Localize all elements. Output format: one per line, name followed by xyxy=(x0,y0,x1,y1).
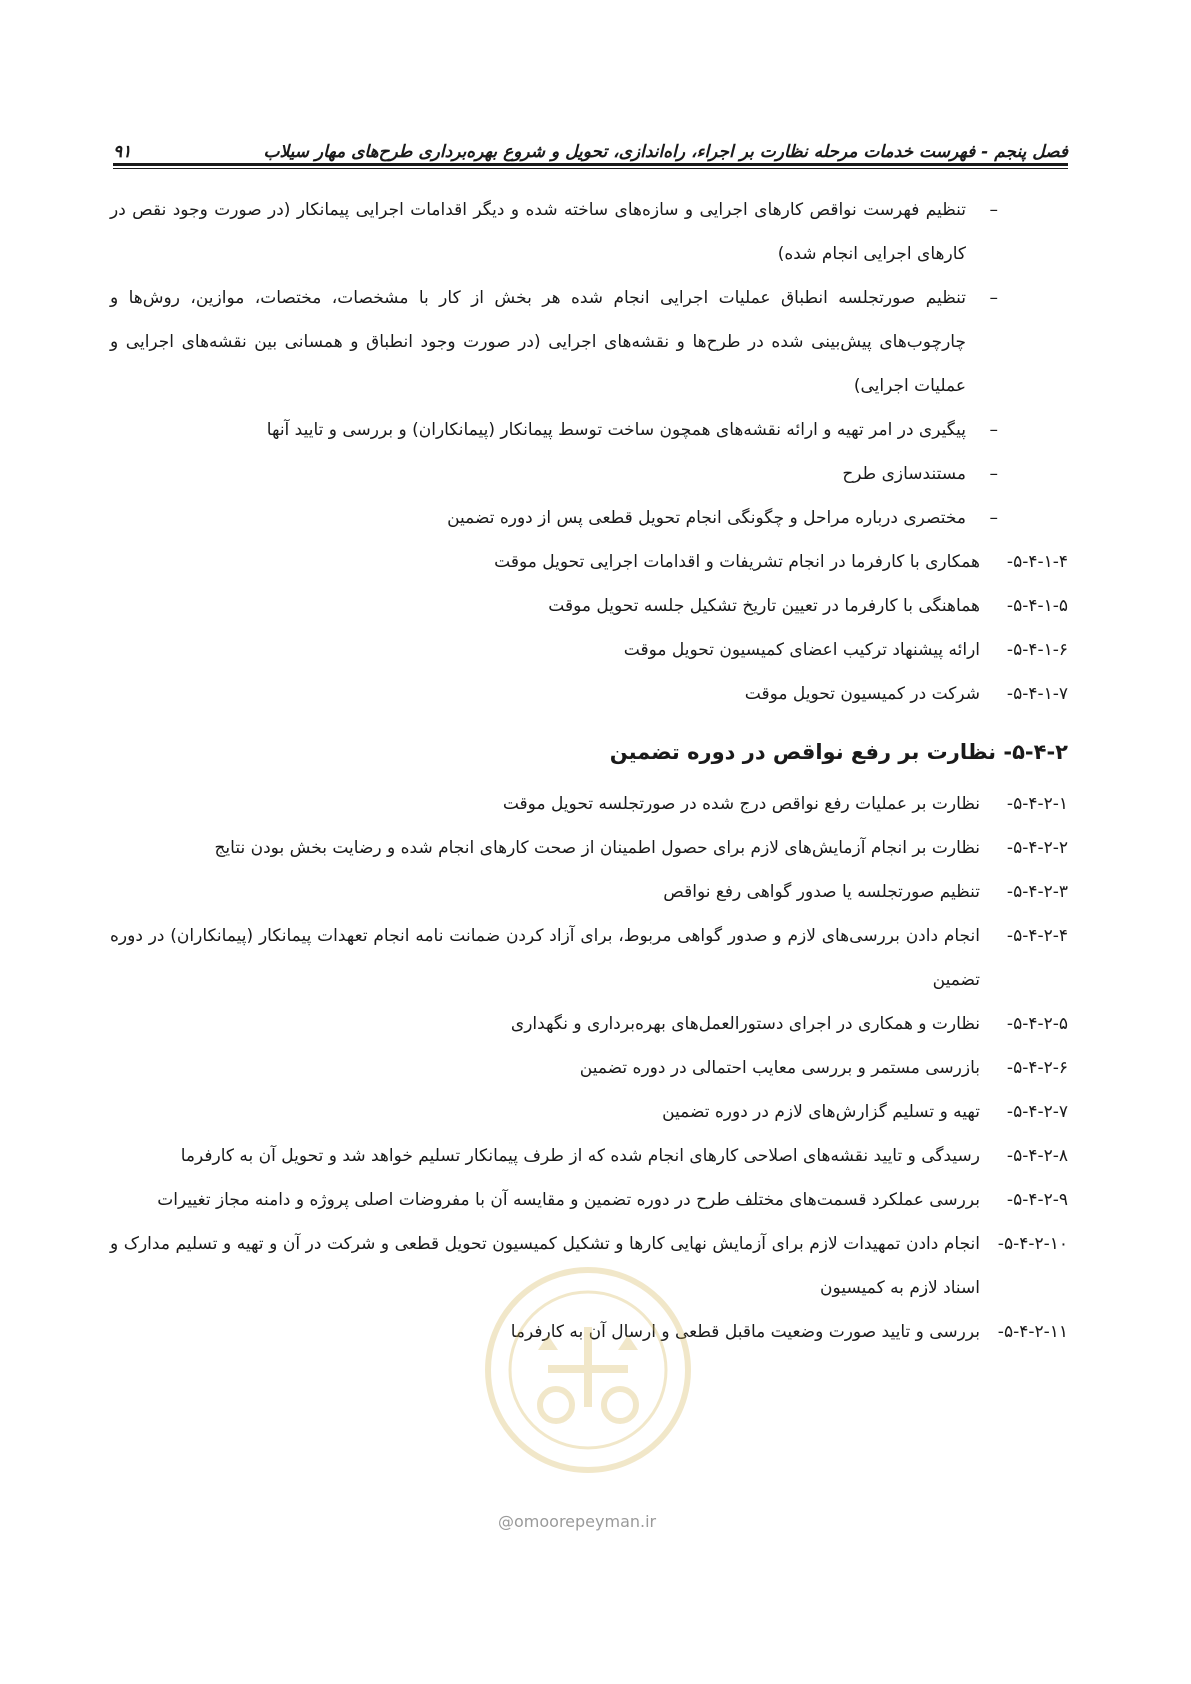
item-text: بازرسی مستمر و بررسی معایب احتمالی در دوره تضمین xyxy=(579,1058,980,1078)
section-heading xyxy=(110,730,1068,774)
item-number: ۵-۴-۱-۵- xyxy=(1006,596,1068,616)
bullet-item xyxy=(110,188,998,276)
numbered-item xyxy=(110,1178,1068,1222)
item-number: ۵-۴-۲-۸- xyxy=(1006,1146,1068,1166)
dash-marker: – xyxy=(989,200,998,220)
item-number: ۵-۴-۲-۴- xyxy=(1006,926,1068,946)
header-rule-thin xyxy=(113,168,1068,169)
item-number: ۵-۴-۲-۱- xyxy=(1006,794,1068,814)
dash-marker: – xyxy=(989,420,998,440)
item-number: ۵-۴-۱-۷- xyxy=(1006,684,1068,704)
item-text: تهیه و تسلیم گزارش‌های لازم در دوره تضمین xyxy=(662,1102,980,1122)
section-number: ۵-۴-۲- xyxy=(1003,740,1068,764)
item-text: بررسی عملکرد قسمت‌های مختلف طرح در دوره تضمین و مقایسه آن با مفروضات اصلی پروژه و دامنه مجاز تغییرات xyxy=(157,1190,980,1210)
item-text: هماهنگی با کارفرما در تعیین تاریخ تشکیل جلسه تحویل موقت xyxy=(548,596,980,616)
section-title: نظارت بر رفع نواقص در دوره تضمین xyxy=(609,740,997,764)
item-number: ۵-۴-۲-۲- xyxy=(1006,838,1068,858)
item-text: نظارت بر عملیات رفع نواقص درج شده در صورتجلسه تحویل موقت xyxy=(502,794,980,814)
item-text: انجام دادن بررسی‌های لازم و صدور گواهی مربوط، برای آزاد کردن ضمانت نامه انجام تعهدات پیمانکار (پیمانکاران) در دوره تضمین xyxy=(110,926,980,990)
item-text: همکاری با کارفرما در انجام تشریفات و اقدامات اجرایی تحویل موقت xyxy=(494,552,980,572)
numbered-item xyxy=(110,826,1068,870)
numbered-item xyxy=(110,1002,1068,1046)
bullet-item xyxy=(110,452,998,496)
numbered-item xyxy=(110,870,1068,914)
dash-marker: – xyxy=(989,508,998,528)
numbered-item xyxy=(110,782,1068,826)
numbered-item xyxy=(110,914,1068,1002)
bullet-item xyxy=(110,496,998,540)
item-text: نظارت بر انجام آزمایش‌های لازم برای حصول اطمینان از صحت کارهای انجام شده و رضایت بخش بودن نتایج xyxy=(214,838,980,858)
item-text: نظارت و همکاری در اجرای دستورالعمل‌های بهره‌برداری و نگهداری xyxy=(510,1014,980,1034)
item-number: ۵-۴-۲-۹- xyxy=(1006,1190,1068,1210)
main-content xyxy=(110,188,1068,1354)
numbered-item xyxy=(110,1046,1068,1090)
numbered-item xyxy=(110,1090,1068,1134)
numbered-item xyxy=(110,1134,1068,1178)
watermark-text: @omoorepeyman.ir xyxy=(498,1512,657,1531)
bullet-text: مستندسازی طرح xyxy=(842,464,966,484)
item-number: ۵-۴-۲-۳- xyxy=(1006,882,1068,902)
numbered-item xyxy=(110,540,1068,584)
item-text: تنظیم صورتجلسه یا صدور گواهی رفع نواقص xyxy=(663,882,980,902)
item-number: ۵-۴-۲-۶- xyxy=(1006,1058,1068,1078)
numbered-item xyxy=(110,672,1068,716)
dash-marker: – xyxy=(989,288,998,308)
item-text: ارائه پیشنهاد ترکیب اعضای کمیسیون تحویل موقت xyxy=(623,640,980,660)
dash-marker: – xyxy=(989,464,998,484)
numbered-item xyxy=(110,628,1068,672)
item-number: ۵-۴-۲-۷- xyxy=(1006,1102,1068,1122)
header-rule xyxy=(113,163,1068,166)
page-header xyxy=(113,126,1068,162)
item-number: ۵-۴-۱-۶- xyxy=(1006,640,1068,660)
page-number: ۹۱ xyxy=(113,142,132,162)
bullet-item xyxy=(110,276,998,408)
item-number: ۵-۴-۱-۴- xyxy=(1006,552,1068,572)
numbered-item xyxy=(110,584,1068,628)
item-text: بررسی و تایید صورت وضعیت ماقبل قطعی و ارسال آن به کارفرما xyxy=(510,1322,980,1342)
item-text: رسیدگی و تایید نقشه‌های اصلاحی کارهای انجام شده که از طرف پیمانکار تسلیم خواهد شد و تحویل آن به کارفرما xyxy=(180,1146,980,1166)
item-number: ۵-۴-۲-۵- xyxy=(1006,1014,1068,1034)
bullet-text: تنظیم فهرست نواقص کارهای اجرایی و سازه‌های ساخته شده و دیگر اقدامات اجرایی پیمانکار (در صورت وجود نقص در کارهای اجرایی انجام شده) xyxy=(110,200,966,264)
bullet-text: مختصری درباره مراحل و چگونگی انجام تحویل قطعی پس از دوره تضمین xyxy=(447,508,966,528)
bullet-text: پیگیری در امر تهیه و ارائه نقشه‌های همچون ساخت توسط پیمانکار (پیمانکاران) و بررسی و تایید آنها xyxy=(266,420,966,440)
chapter-title: فصل پنجم - فهرست خدمات مرحله نظارت بر اجراء، راه‌اندازی، تحویل و شروع بهره‌برداری طرح‌های مهار سیلاب xyxy=(263,142,1068,162)
item-text: انجام دادن تمهیدات لازم برای آزمایش نهایی کارها و تشکیل کمیسیون تحویل قطعی و شرکت در آن و تهیه و تسلیم مدارک و اسناد لازم به کمیسیون xyxy=(110,1234,980,1298)
bullet-text: تنظیم صورتجلسه انطباق عملیات اجرایی انجام شده هر بخش از کار با مشخصات، مختصات، موازین، روش‌ها و چارچوب‌های پیش‌بینی شده در طرح‌ها و نقشه‌های اجرایی (در صورت وجود انطباق و همسانی بین نقشه‌های اجرایی و عملیات اجرایی) xyxy=(110,288,966,396)
item-number: ۵-۴-۲-۱۰- xyxy=(997,1234,1068,1254)
item-number: ۵-۴-۲-۱۱- xyxy=(997,1322,1068,1342)
bullet-item xyxy=(110,408,998,452)
item-text: شرکت در کمیسیون تحویل موقت xyxy=(744,684,980,704)
watermark-seal-icon xyxy=(478,1255,698,1495)
